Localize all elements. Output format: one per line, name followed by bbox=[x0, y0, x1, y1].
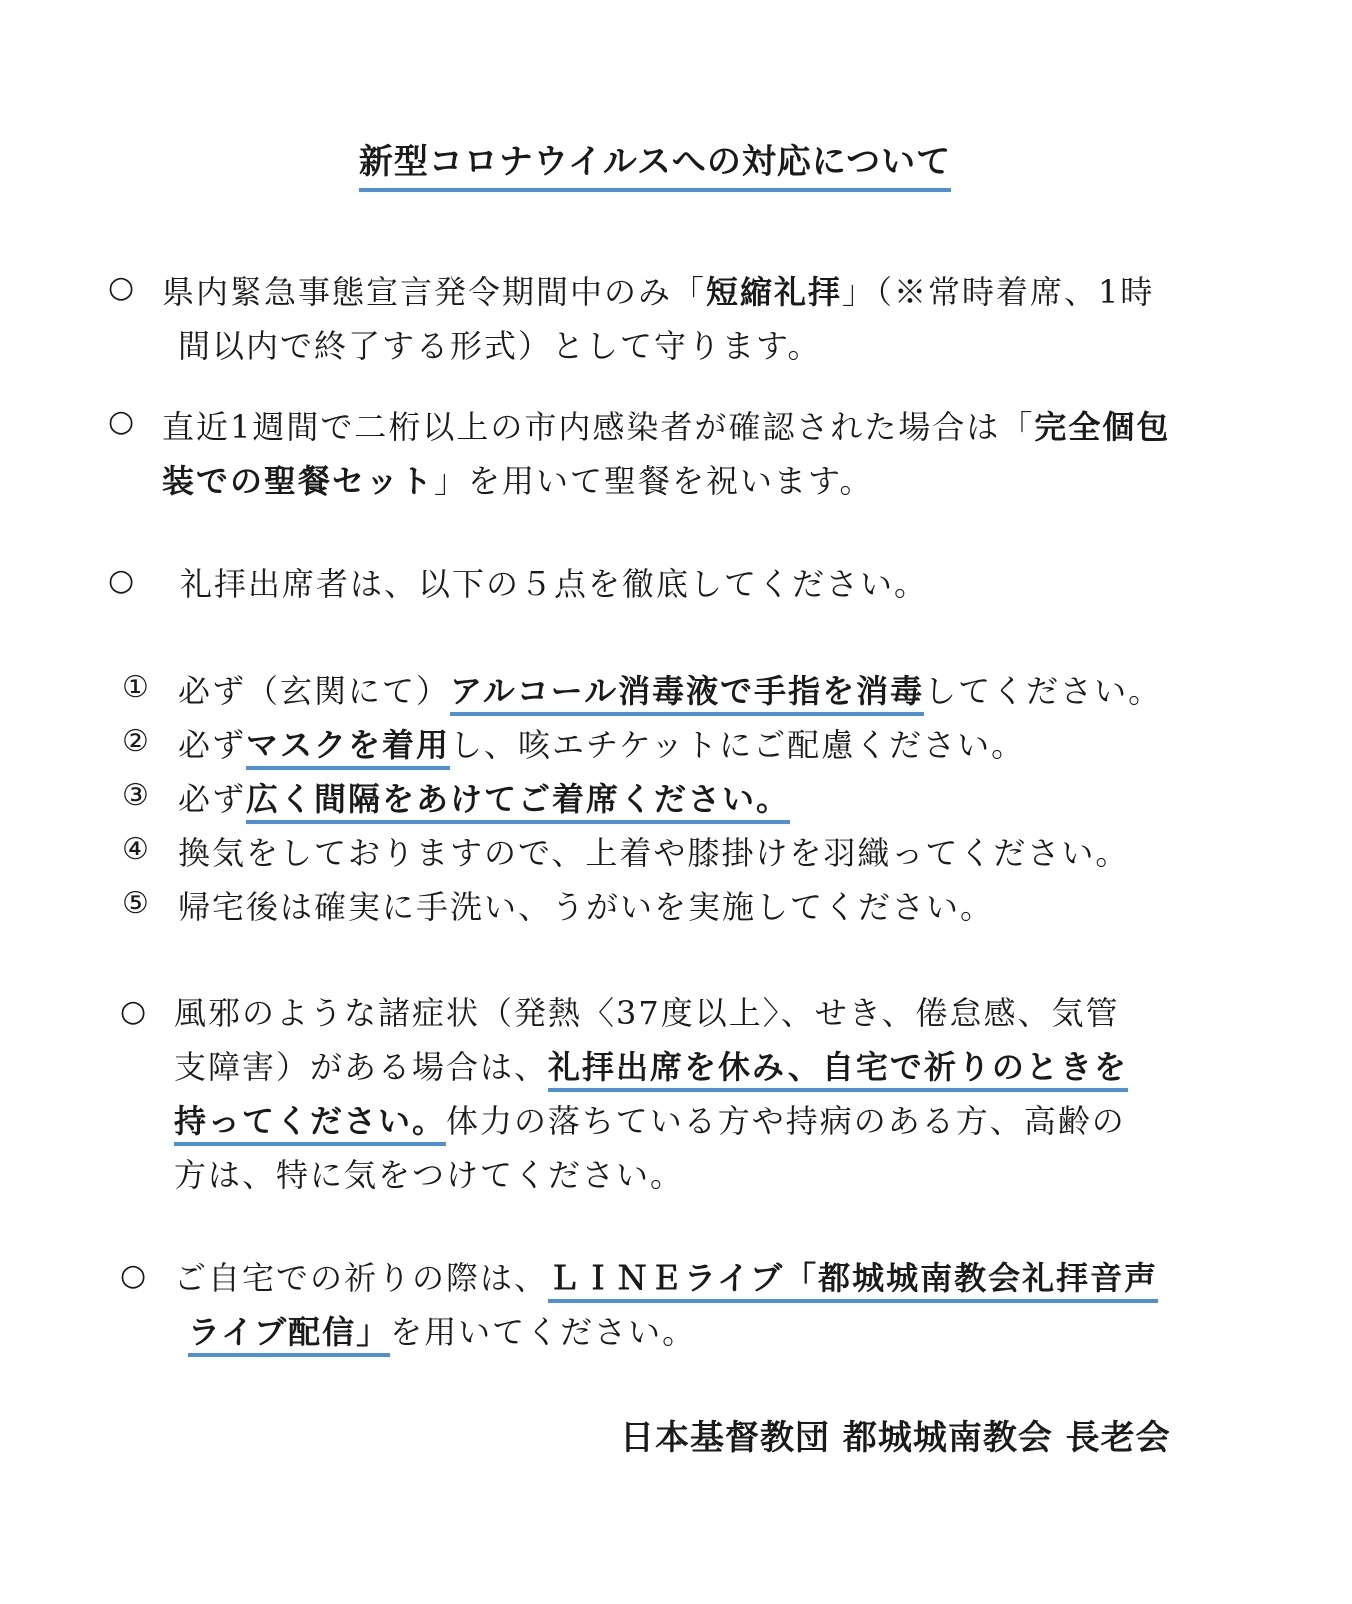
text-segment: 必ず bbox=[178, 726, 247, 764]
text-segment: 支障害）がある場合は、 bbox=[174, 1048, 549, 1086]
text-segment: 」を用いて聖餐を祝います。 bbox=[434, 462, 874, 500]
bold-text: 装での聖餐セット bbox=[162, 462, 435, 500]
paragraph-line bbox=[174, 1305, 1158, 1359]
page-title bbox=[0, 134, 1310, 183]
title-text: 新型コロナウイルスへの対応について bbox=[359, 142, 951, 192]
item-handwash: 帰宅後は確実に手洗い、うがいを実施してください。 bbox=[178, 888, 995, 926]
item-number: ④ bbox=[122, 832, 149, 867]
bullet-circle-2: ○ bbox=[108, 404, 135, 439]
bullet-circle-4: ○ bbox=[120, 994, 147, 1029]
item-number: ② bbox=[122, 724, 149, 759]
signature: 日本基督教団 都城城南教会 長老会 bbox=[620, 1418, 1171, 1458]
paragraph-line: 礼拝出席者は、以下の５点を徹底してください。 bbox=[180, 565, 929, 603]
underlined-text: 礼拝出席を休み、自宅で祈りのときを bbox=[548, 1048, 1128, 1092]
item-ventilation: 換気をしておりますので、上着や膝掛けを羽織ってください。 bbox=[178, 834, 1130, 872]
paragraph-line bbox=[162, 400, 1170, 454]
item-mask bbox=[178, 720, 1025, 766]
bullet-circle-1: ○ bbox=[108, 270, 135, 305]
text-segment: 必ず bbox=[178, 780, 247, 818]
underlined-text: ライブ配信」 bbox=[188, 1313, 390, 1357]
paragraph-communion bbox=[162, 400, 1170, 508]
text-segment: ご自宅での祈りの際は、 bbox=[174, 1259, 549, 1297]
bullet-circle-3: ○ bbox=[108, 563, 135, 598]
underlined-text: アルコール消毒液で手指を消毒 bbox=[450, 672, 924, 716]
bullet-circle-5: ○ bbox=[120, 1258, 147, 1293]
text-segment: 必ず（玄関にて） bbox=[178, 672, 451, 710]
paragraph-line-live bbox=[174, 1251, 1158, 1359]
text-segment: 体力の落ちている方や持病のある方、高齢の bbox=[446, 1102, 1126, 1140]
text-segment: 県内緊急事態宣言発令期間中のみ「 bbox=[162, 273, 707, 311]
item-number: ① bbox=[122, 670, 149, 705]
text-segment: 直近1週間で二桁以上の市内感染者が確認された場合は「 bbox=[162, 408, 1035, 446]
underlined-text: 広く間隔をあけてご着席ください。 bbox=[246, 780, 790, 824]
bold-text: 短縮礼拝 bbox=[706, 273, 843, 311]
bold-text: 完全個包 bbox=[1034, 408, 1171, 446]
paragraph-line bbox=[162, 265, 1154, 319]
paragraph-short-service bbox=[162, 265, 1154, 373]
text-segment: してください。 bbox=[924, 672, 1163, 710]
paragraph-line bbox=[174, 1094, 1128, 1148]
paragraph-line: 方は、特に気をつけてください。 bbox=[174, 1156, 685, 1194]
paragraph-line bbox=[162, 454, 1170, 508]
underlined-text: マスクを着用 bbox=[246, 726, 450, 770]
paragraph-line: 間以内で終了する形式）として守ります。 bbox=[178, 327, 822, 365]
paragraph-symptoms bbox=[174, 986, 1128, 1202]
paragraph-line bbox=[174, 1040, 1128, 1094]
paragraph-attendees bbox=[180, 557, 928, 611]
text-segment: し、咳エチケットにご配慮ください。 bbox=[450, 726, 1026, 764]
paragraph-line bbox=[174, 1251, 1158, 1305]
item-number: ⑤ bbox=[122, 886, 149, 921]
item-number: ③ bbox=[122, 778, 149, 813]
item-sanitize bbox=[178, 666, 1162, 712]
text-segment: を用いてください。 bbox=[390, 1313, 697, 1351]
underlined-text: ＬＩＮＥライブ「都城城南教会礼拝音声 bbox=[548, 1259, 1158, 1303]
text-segment: 」（※常時着席、1時 bbox=[842, 273, 1155, 311]
paragraph-line: 風邪のような諸症状（発熱〈37度以上〉、せき、倦怠感、気管 bbox=[174, 994, 1120, 1032]
item-distance bbox=[178, 774, 790, 820]
underlined-text: 持ってください。 bbox=[174, 1102, 446, 1146]
